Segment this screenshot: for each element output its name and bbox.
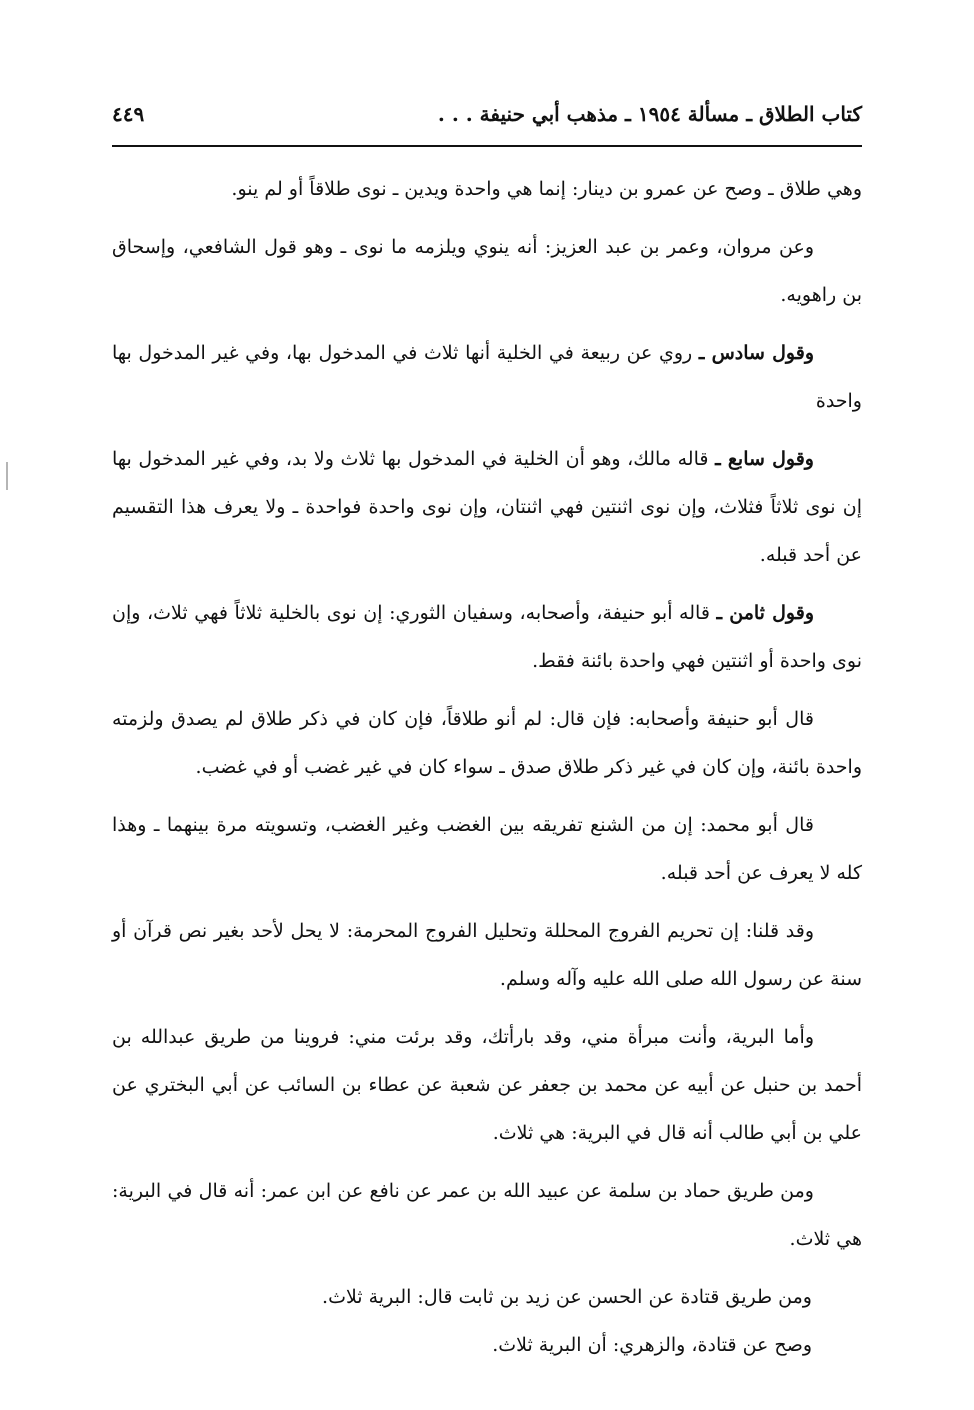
paragraph-6 bbox=[112, 695, 862, 791]
paragraph-text: قال أبو حنيفة وأصحابه: فإن قال: لم أنو طلاقاً، فإن كان في ذكر طلاق لم يصدق ولزمته واحدة بائنة، وإن كان في غير ذكر طلاق صدق ـ سواء كان في غير غضب أو في غضب. bbox=[112, 708, 862, 778]
paragraph-4 bbox=[112, 435, 862, 579]
page-number: ٤٤٩ bbox=[112, 102, 145, 126]
paragraph-text: قاله أبو حنيفة، وأصحابه، وسفيان الثوري: إن نوى بالخلية ثلاثاً فهي ثلاث، وإن نوى واحدة أو اثنتين فهي واحدة بائنة فقط. bbox=[112, 602, 862, 672]
paragraph-lead: وقول سابع ـ bbox=[715, 448, 814, 470]
paragraph-8 bbox=[112, 907, 862, 1003]
paragraph-text: وعن مروان، وعمر بن عبد العزيز: أنه ينوي ويلزمه ما نوى ـ وهو قول الشافعي، وإسحاق بن راهويه. bbox=[112, 236, 862, 306]
paragraph-1 bbox=[112, 165, 862, 213]
margin-mark bbox=[6, 462, 8, 490]
paragraph-text: روي عن ربيعة في الخلية أنها ثلاث في المدخول بها، وفي غير المدخول بها واحدة bbox=[112, 342, 862, 412]
closing-line-2 bbox=[112, 1321, 862, 1369]
paragraph-lead: وقول سادس ـ bbox=[698, 342, 814, 364]
paragraph-text: قال أبو محمد: إن من الشنع تفريقه بين الغضب وغير الغضب، وتسويته مرة بينهما ـ وهذا كله لا يعرف عن أحد قبله. bbox=[112, 814, 862, 884]
paragraph-text: ومن طريق حماد بن سلمة عن عبيد الله بن عمر عن نافع عن ابن عمر: أنه قال في البرية: هي ثلاث. bbox=[112, 1180, 862, 1250]
paragraph-5 bbox=[112, 589, 862, 685]
paragraph-10 bbox=[112, 1167, 862, 1263]
body-text bbox=[112, 165, 862, 1369]
running-title: كتاب الطلاق ـ مسألة ١٩٥٤ ـ مذهب أبي حنيفة . . . bbox=[437, 102, 862, 126]
paragraph-2 bbox=[112, 223, 862, 319]
paragraph-lead: وقول ثامن ـ bbox=[716, 602, 814, 624]
paragraph-text: وأما البرية، وأنت مبرأة مني، وقد بارأتك، وقد برئت مني: فروينا من طريق عبدالله بن أحمد بن حنبل عن أبيه عن محمد بن جعفر عن شعبة عن عطاء بن السائب عن أبي البختري عن علي بن أبي طالب أنه قال في البرية: هي ثلاث. bbox=[112, 1026, 862, 1144]
paragraph-text: قاله مالك، وهو أن الخلية في المدخول بها ثلاث ولا بد، وفي غير المدخول بها إن نوى ثلاثاً فثلاث، وإن نوى اثنتين فهي اثنتان، وإن نوى واحدة فواحدة ـ ولا يعرف هذا التقسيم عن أحد قبله. bbox=[112, 448, 862, 566]
paragraph-9 bbox=[112, 1013, 862, 1157]
closing-line-1 bbox=[112, 1273, 862, 1321]
paragraph-text: وهي طلاق ـ وصح عن عمرو بن دينار: إنما هي واحدة ويدين ـ نوى طلاقاً أو لم ينو. bbox=[231, 178, 862, 200]
paragraph-3 bbox=[112, 329, 862, 425]
paragraph-7 bbox=[112, 801, 862, 897]
paragraph-text: وصح عن قتادة، والزهري: أن البرية ثلاث. bbox=[492, 1334, 812, 1356]
header-rule bbox=[112, 145, 862, 147]
paragraph-text: وقد قلنا: إن تحريم الفروج المحللة وتحليل الفروج المحرمة: لا يحل لأحد بغير نص قرآن أو سنة عن رسول الله صلى الله عليه وآله وسلم. bbox=[112, 920, 862, 990]
paragraph-text: ومن طريق قتادة عن الحسن عن زيد بن ثابت قال: البرية ثلاث. bbox=[322, 1286, 812, 1308]
running-header bbox=[112, 96, 862, 132]
